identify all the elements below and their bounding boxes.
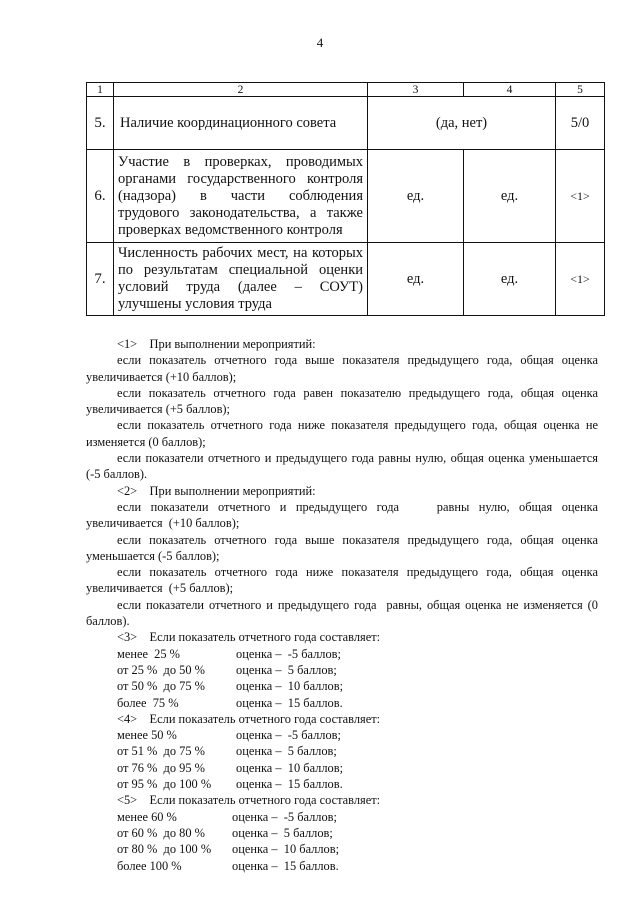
footnote-line: если показатель отчетного года равен показателю предыдущего года, общая оценка увеличивается (+5 баллов); xyxy=(86,385,598,417)
score-row xyxy=(86,678,598,694)
header-cell: 2 xyxy=(114,83,368,97)
row-unit: ед. xyxy=(464,150,556,243)
score-value: оценка – 5 баллов; xyxy=(236,662,337,677)
score-range: от 60 % до 80 % xyxy=(117,825,205,840)
footnote-4-title: <4> Если показатель отчетного года составляет: xyxy=(117,711,381,726)
score-row xyxy=(86,695,598,711)
footnote-line: если показатель отчетного года выше показателя предыдущего года, общая оценка увеличивается (+10 баллов); xyxy=(86,353,598,384)
score-row xyxy=(86,743,598,759)
score-value: оценка – 5 баллов; xyxy=(232,825,333,840)
footnote-2-title: <2> При выполнении мероприятий: xyxy=(117,483,316,498)
score-range: менее 50 % xyxy=(117,728,177,743)
score-value: оценка – -5 баллов; xyxy=(236,646,341,661)
score-value: оценка – -5 баллов; xyxy=(232,809,337,824)
indicators-table xyxy=(86,82,605,316)
footnote-line: если показатели отчетного и предыдущего года равны, общая оценка не изменяется (0 баллов). xyxy=(86,597,602,629)
score-range: более 75 % xyxy=(117,695,179,710)
score-row xyxy=(86,809,598,825)
score-value: оценка – 10 баллов; xyxy=(232,842,340,857)
footnotes xyxy=(86,336,602,874)
row-unit: ед. xyxy=(368,243,464,316)
footnote-line: если показатели отчетного и предыдущего года равны нулю, общая оценка уменьшается (-5 баллов). xyxy=(86,451,598,482)
score-range: от 25 % до 50 % xyxy=(117,662,205,677)
row-unit: ед. xyxy=(368,150,464,243)
score-range: от 76 % до 95 % xyxy=(117,760,205,775)
score-value: оценка – 15 баллов. xyxy=(236,695,343,710)
row-unit-merged: (да, нет) xyxy=(368,97,556,150)
score-value: оценка – 10 баллов; xyxy=(236,679,344,694)
row-description: Численность рабочих мест, на которых по результатам специальной оценки условий труда (далее – СОУТ) улучшены условия труда xyxy=(114,243,368,316)
footnote-line: если показатели отчетного и предыдущего года равны нулю, общая оценка увеличивается (+10 баллов); xyxy=(86,499,602,531)
header-cell: 1 xyxy=(87,83,114,97)
score-range: от 95 % до 100 % xyxy=(117,777,212,792)
table-row xyxy=(87,97,605,150)
header-cell: 5 xyxy=(556,83,605,97)
footnote-5-title: <5> Если показатель отчетного года составляет: xyxy=(117,793,381,808)
score-range: от 80 % до 100 % xyxy=(117,842,212,857)
row-footnote-ref: <1> xyxy=(556,150,605,243)
table-row xyxy=(87,243,605,316)
score-range: от 51 % до 75 % xyxy=(117,744,205,759)
score-row xyxy=(86,662,598,678)
footnote-line: если показатель отчетного года ниже показателя предыдущего года, общая оценка не изменяется (0 баллов); xyxy=(86,418,598,449)
score-value: оценка – 10 баллов; xyxy=(236,760,344,775)
row-number: 7. xyxy=(87,243,114,316)
score-row xyxy=(86,760,598,776)
page-number: 4 xyxy=(316,35,324,50)
score-range: менее 25 % xyxy=(117,646,180,661)
row-description: Участие в проверках, проводимых органами государственного контроля (надзора) в части соблюдения трудового законодательства, а также проверках ведомственного контроля xyxy=(114,150,368,243)
table-row xyxy=(87,150,605,243)
score-value: оценка – 15 баллов. xyxy=(236,777,343,792)
score-row xyxy=(86,646,598,662)
table-header-row xyxy=(87,83,605,97)
footnote-3-title: <3> Если показатель отчетного года составляет: xyxy=(117,630,381,645)
row-number: 6. xyxy=(87,150,114,243)
row-description: Наличие координационного совета xyxy=(114,97,368,150)
footnote-line: если показатель отчетного года ниже показателя предыдущего года, общая оценка увеличивается (+5 баллов); xyxy=(86,565,602,596)
score-range: более 100 % xyxy=(117,858,182,873)
header-cell: 4 xyxy=(464,83,556,97)
score-row xyxy=(86,841,598,857)
score-row xyxy=(86,825,598,841)
score-row xyxy=(86,776,598,792)
score-range: от 50 % до 75 % xyxy=(117,679,205,694)
row-score: 5/0 xyxy=(556,97,605,150)
footnote-1-title: <1> При выполнении мероприятий: xyxy=(117,337,316,351)
footnote-line: если показатель отчетного года выше показателя предыдущего года, общая оценка уменьшается (-5 баллов); xyxy=(86,532,598,563)
row-footnote-ref: <1> xyxy=(556,243,605,316)
score-value: оценка – 15 баллов. xyxy=(232,858,339,873)
score-value: оценка – -5 баллов; xyxy=(236,728,341,743)
row-unit: ед. xyxy=(464,243,556,316)
score-row xyxy=(86,727,598,743)
score-value: оценка – 5 баллов; xyxy=(236,744,337,759)
score-range: менее 60 % xyxy=(117,809,177,824)
row-number: 5. xyxy=(87,97,114,150)
score-row xyxy=(86,858,598,874)
header-cell: 3 xyxy=(368,83,464,97)
